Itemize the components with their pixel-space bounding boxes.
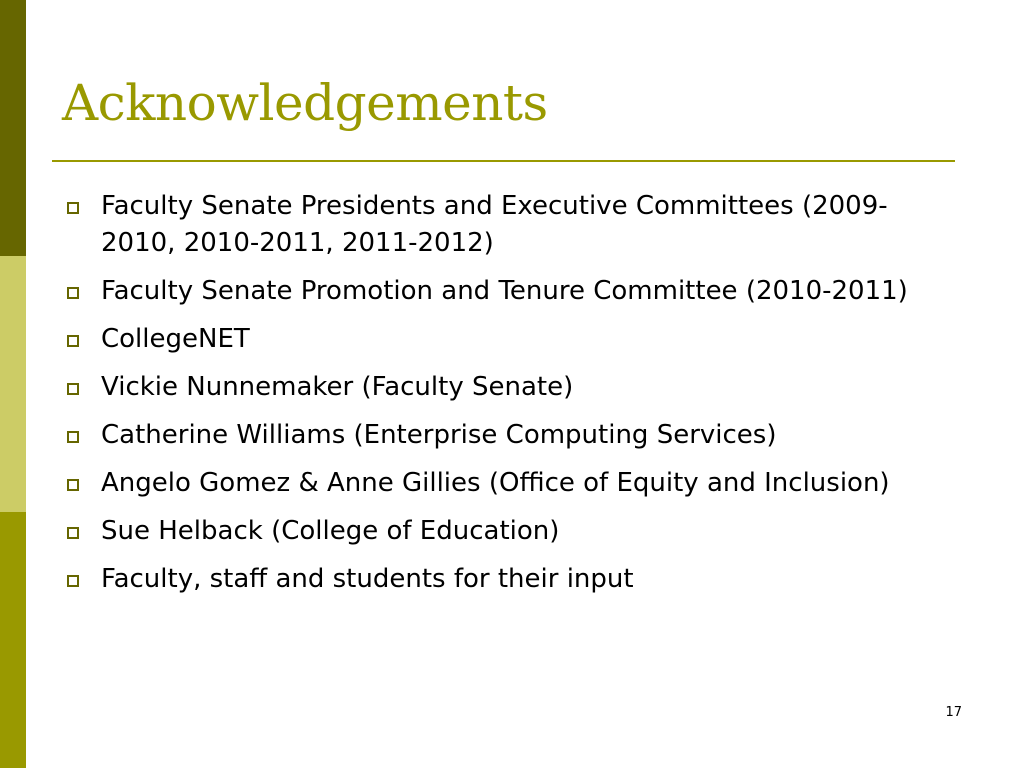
square-bullet-icon <box>67 383 79 395</box>
bullet-text: Vickie Nunnemaker (Faculty Senate) <box>101 372 574 402</box>
bullet-item <box>64 417 944 454</box>
bullet-item <box>64 321 944 358</box>
bullet-text: Faculty Senate Promotion and Tenure Committee (2010-2011) <box>101 276 908 306</box>
bullet-item <box>64 369 944 406</box>
bullet-list <box>64 188 944 609</box>
side-bar-dark-segment <box>0 0 26 256</box>
bullet-text: Faculty Senate Presidents and Executive Committees (2009-2010, 2010-2011, 2011-2012) <box>101 191 888 258</box>
bullet-item <box>64 188 944 262</box>
side-bar-light-segment <box>0 256 26 512</box>
bullet-item <box>64 513 944 550</box>
square-bullet-icon <box>67 527 79 539</box>
bullet-text: Angelo Gomez & Anne Gillies (Office of Equity and Inclusion) <box>101 468 890 498</box>
square-bullet-icon <box>67 479 79 491</box>
bullet-text: Catherine Williams (Enterprise Computing Services) <box>101 420 777 450</box>
bullet-item <box>64 561 944 598</box>
square-bullet-icon <box>67 575 79 587</box>
square-bullet-icon <box>67 431 79 443</box>
title-underline <box>52 160 955 162</box>
page-number: 17 <box>945 705 962 720</box>
side-bar-mid-segment <box>0 512 26 768</box>
bullet-text: CollegeNET <box>101 324 250 354</box>
bullet-text: Faculty, staff and students for their input <box>101 564 634 594</box>
square-bullet-icon <box>67 202 79 214</box>
square-bullet-icon <box>67 287 79 299</box>
bullet-item <box>64 273 944 310</box>
bullet-text: Sue Helback (College of Education) <box>101 516 560 546</box>
bullet-item <box>64 465 944 502</box>
slide-title: Acknowledgements <box>62 74 548 132</box>
square-bullet-icon <box>67 335 79 347</box>
